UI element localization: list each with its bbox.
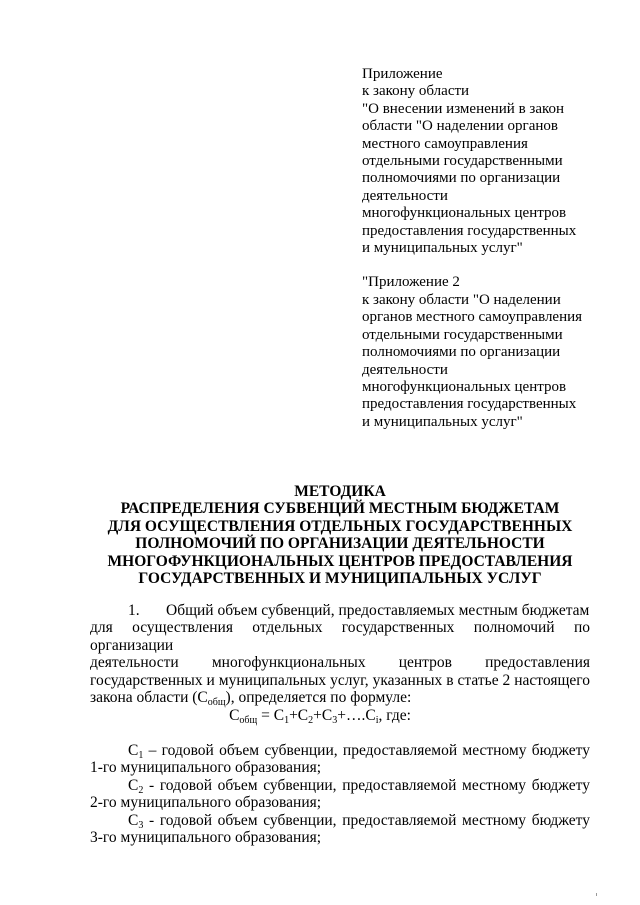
definition-continuation: 2-го муниципального образования; — [90, 794, 322, 812]
definition-line — [90, 812, 590, 829]
title-line: ГОСУДАРСТВЕННЫХ И МУНИЦИПАЛЬНЫХ УСЛУГ — [138, 570, 542, 588]
paragraph-line: для осуществления отдельных государственных полномочий по организации — [90, 619, 590, 654]
formula-part: +….С — [337, 707, 376, 724]
paragraph-text: Общий объем субвенций, предоставляемых местным бюджетам — [166, 602, 590, 619]
subscript: общ — [207, 697, 226, 709]
annex-line: и муниципальных услуг" — [362, 240, 523, 257]
formula-part: +С — [289, 707, 309, 724]
subscript: 2 — [138, 785, 144, 796]
annex2-line: полномочиями по организации — [362, 344, 561, 361]
annex-line: "О внесении изменений в закон — [362, 100, 565, 117]
paragraph-line: деятельности многофункциональных центров предоставления — [90, 654, 590, 672]
document-title — [90, 483, 590, 587]
formula-part: , где: — [378, 707, 411, 724]
title-line: РАСПРЕДЕЛЕНИЯ СУБВЕНЦИЙ МЕСТНЫМ БЮДЖЕТАМ — [120, 500, 560, 518]
subscript: 2 — [308, 715, 314, 726]
annex-line: деятельности — [362, 187, 448, 204]
paragraph-number: 1. — [128, 602, 140, 619]
annex-line: области "О наделении органов — [362, 118, 558, 135]
subscript: 1 — [284, 715, 290, 726]
subscript: 3 — [332, 715, 338, 726]
definition-continuation: 3-го муниципального образования; — [90, 829, 322, 847]
title-line: МНОГОФУНКЦИОНАЛЬНЫХ ЦЕНТРОВ ПРЕДОСТАВЛЕНИЯ — [107, 552, 573, 570]
title-line: МЕТОДИКА — [294, 483, 386, 500]
definition-c3 — [90, 812, 590, 847]
paragraph-line — [90, 689, 590, 709]
annex-line: Приложение — [362, 66, 443, 82]
annex2-line: органов местного самоуправления — [362, 309, 583, 326]
formula-symbol: С — [229, 707, 240, 724]
annex-line: полномочиями по организации — [362, 170, 561, 187]
title-line: ПОЛНОМОЧИЙ ПО ОРГАНИЗАЦИИ ДЕЯТЕЛЬНОСТИ — [135, 535, 545, 553]
subscript: общ — [239, 715, 258, 726]
annex-gap — [362, 257, 602, 274]
definition-c1 — [90, 742, 590, 777]
annex2-line: отдельными государственными — [362, 326, 563, 343]
paragraph-line: государственных и муниципальных услуг, указанных в статье 2 настоящего — [90, 671, 590, 689]
annex2-line: "Приложение 2 — [362, 274, 460, 291]
annex2-line: деятельности — [362, 361, 448, 378]
annex-block — [362, 66, 602, 431]
annex2-line: и муниципальных услуг" — [362, 413, 523, 430]
annex-line: местного самоуправления — [362, 135, 528, 152]
annex2-line: многофункциональных центров — [362, 378, 567, 395]
definition-symbol: С — [128, 742, 139, 759]
definition-continuation: 1-го муниципального образования; — [90, 759, 322, 777]
annex-line: к закону области — [362, 83, 470, 100]
subscript: 3 — [138, 820, 144, 831]
definition-line — [90, 777, 590, 794]
annex2-line: предоставления государственных — [362, 396, 577, 413]
formula-part: = С — [257, 707, 285, 724]
page-mark — [596, 893, 597, 896]
text-fragment: ), определяется по формуле: — [225, 689, 412, 707]
annex-line: предоставления государственных — [362, 222, 577, 239]
annex2-line: к закону области "О наделении — [362, 291, 561, 308]
title-line: ДЛЯ ОСУЩЕСТВЛЕНИЯ ОТДЕЛЬНЫХ ГОСУДАРСТВЕННЫХ — [107, 517, 573, 535]
subscript: 1 — [138, 750, 144, 761]
annex-line: многофункциональных центров — [362, 205, 567, 222]
definition-symbol: С — [128, 812, 139, 829]
definition-line — [90, 742, 590, 759]
paragraph-1 — [90, 602, 590, 709]
definition-text: - годовой объем субвенции, предоставляемой местному бюджету — [143, 812, 590, 829]
formula — [0, 707, 640, 725]
annex-line: отдельными государственными — [362, 153, 563, 170]
definition-symbol: С — [128, 777, 139, 794]
definition-text: – годовой объем субвенции, предоставляемой местному бюджету — [143, 742, 590, 759]
formula-part: +С — [313, 707, 333, 724]
text-fragment: закона области (С — [90, 689, 208, 707]
subscript: i — [375, 715, 379, 726]
paragraph-1-first-line — [90, 602, 590, 619]
definition-c2 — [90, 777, 590, 812]
definition-text: - годовой объем субвенции, предоставляемой местному бюджету — [143, 777, 590, 794]
